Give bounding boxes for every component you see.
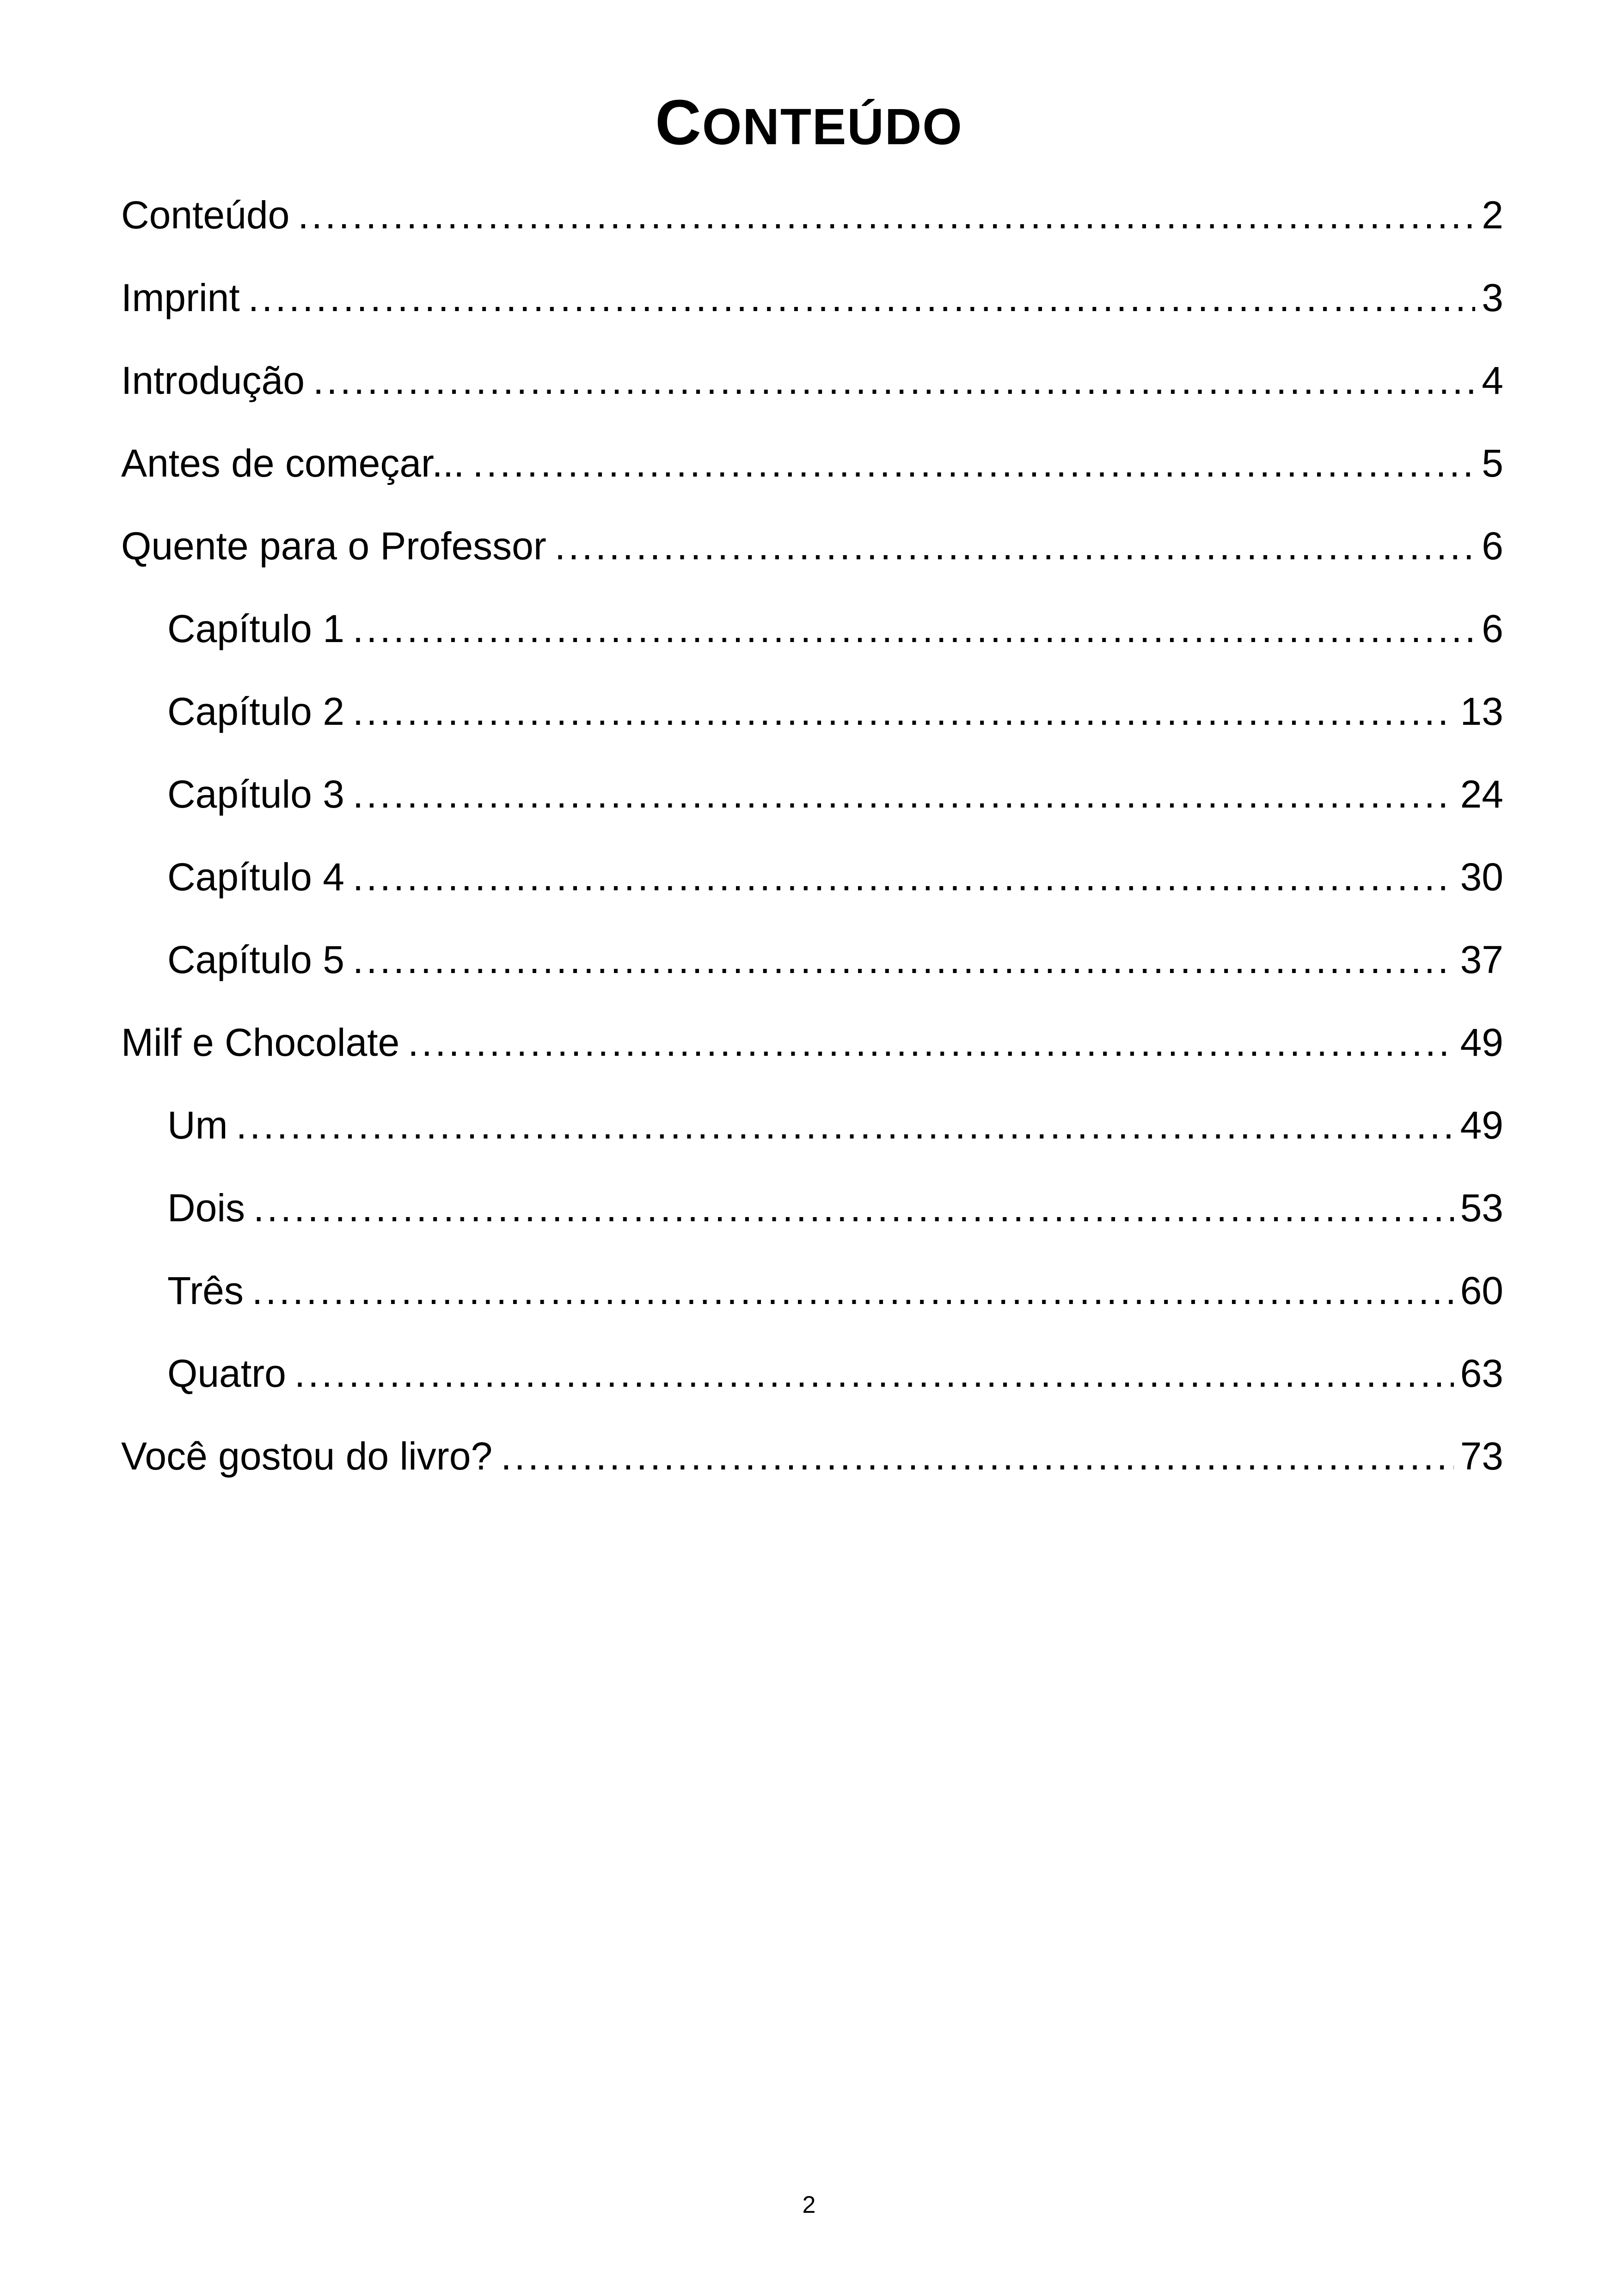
toc-entry-label: Três: [167, 1269, 244, 1312]
toc-leader-dots: [248, 272, 1476, 323]
toc-leader-dots: [353, 686, 1454, 737]
toc-entry-page: 6: [1482, 607, 1503, 650]
toc-entry-label: Milf e Chocolate: [121, 1021, 400, 1064]
toc-entry-label: Capítulo 5: [167, 938, 344, 981]
toc-entry[interactable]: [167, 934, 1503, 985]
toc-entry[interactable]: [167, 1265, 1503, 1316]
toc-entry-page: 5: [1482, 441, 1503, 485]
toc-entry-label: Capítulo 3: [167, 772, 344, 816]
toc-entry-label: Capítulo 1: [167, 607, 344, 650]
toc-entry[interactable]: [167, 1182, 1503, 1233]
toc-entry-page: 4: [1482, 359, 1503, 402]
toc-entry[interactable]: [121, 438, 1503, 489]
toc-entry[interactable]: [167, 1348, 1503, 1399]
page-title: [0, 86, 1618, 164]
toc-entry[interactable]: [167, 1100, 1503, 1151]
toc-leader-dots: [472, 438, 1475, 489]
page-number: 2: [802, 2192, 816, 2218]
toc-entry[interactable]: [121, 520, 1503, 571]
toc-entry-page: 49: [1460, 1021, 1503, 1064]
toc-entry-label: Capítulo 4: [167, 855, 344, 899]
toc-entry-label: Você gostou do livro?: [121, 1434, 493, 1478]
toc-leader-dots: [294, 1348, 1454, 1399]
toc-leader-dots: [236, 1100, 1454, 1151]
toc-entry[interactable]: [167, 769, 1503, 820]
toc-leader-dots: [501, 1431, 1453, 1482]
toc-entry-label: Um: [167, 1103, 228, 1147]
toc-entry-label: Quatro: [167, 1352, 286, 1395]
toc-leader-dots: [555, 520, 1475, 571]
toc-entry-page: 37: [1460, 938, 1503, 981]
toc-entry-label: Conteúdo: [121, 193, 290, 237]
toc-entry-label: Capítulo 2: [167, 690, 344, 733]
toc-entry[interactable]: [121, 272, 1503, 323]
toc-leader-dots: [408, 1017, 1453, 1068]
toc-entry-page: 63: [1460, 1352, 1503, 1395]
toc-leader-dots: [252, 1265, 1454, 1316]
toc-leader-dots: [253, 1182, 1454, 1233]
page-title-initial: C: [655, 87, 702, 158]
toc-entry-label: Imprint: [121, 276, 240, 319]
toc-leader-dots: [353, 769, 1454, 820]
toc-leader-dots: [353, 851, 1454, 902]
toc-entry-page: 53: [1460, 1186, 1503, 1230]
toc-leader-dots: [353, 603, 1475, 654]
toc-entry-page: 30: [1460, 855, 1503, 899]
toc-entry-page: 2: [1482, 193, 1503, 237]
toc-entry[interactable]: [167, 603, 1503, 654]
toc-leader-dots: [313, 355, 1475, 406]
toc-entry[interactable]: [121, 190, 1503, 240]
toc-entry-label: Introdução: [121, 359, 305, 402]
toc-entry-page: 6: [1482, 524, 1503, 568]
toc-entry-page: 60: [1460, 1269, 1503, 1312]
toc-entry-page: 24: [1460, 772, 1503, 816]
toc-entry-page: 73: [1460, 1434, 1503, 1478]
toc-entry-label: Dois: [167, 1186, 245, 1230]
toc-entry-page: 3: [1482, 276, 1503, 319]
toc-entry-page: 13: [1460, 690, 1503, 733]
toc-entry-label: Quente para o Professor: [121, 524, 546, 568]
page-title-rest: ONTEÚDO: [702, 98, 963, 155]
toc-entry-label: Antes de começar...: [121, 441, 465, 485]
toc-leader-dots: [353, 934, 1454, 985]
toc-entry[interactable]: [167, 686, 1503, 737]
toc-entry[interactable]: [121, 355, 1503, 406]
toc-entry[interactable]: [167, 851, 1503, 902]
toc-entry-page: 49: [1460, 1103, 1503, 1147]
toc-leader-dots: [298, 190, 1475, 240]
toc-entry[interactable]: [121, 1431, 1503, 1482]
toc-entry[interactable]: [121, 1017, 1503, 1068]
